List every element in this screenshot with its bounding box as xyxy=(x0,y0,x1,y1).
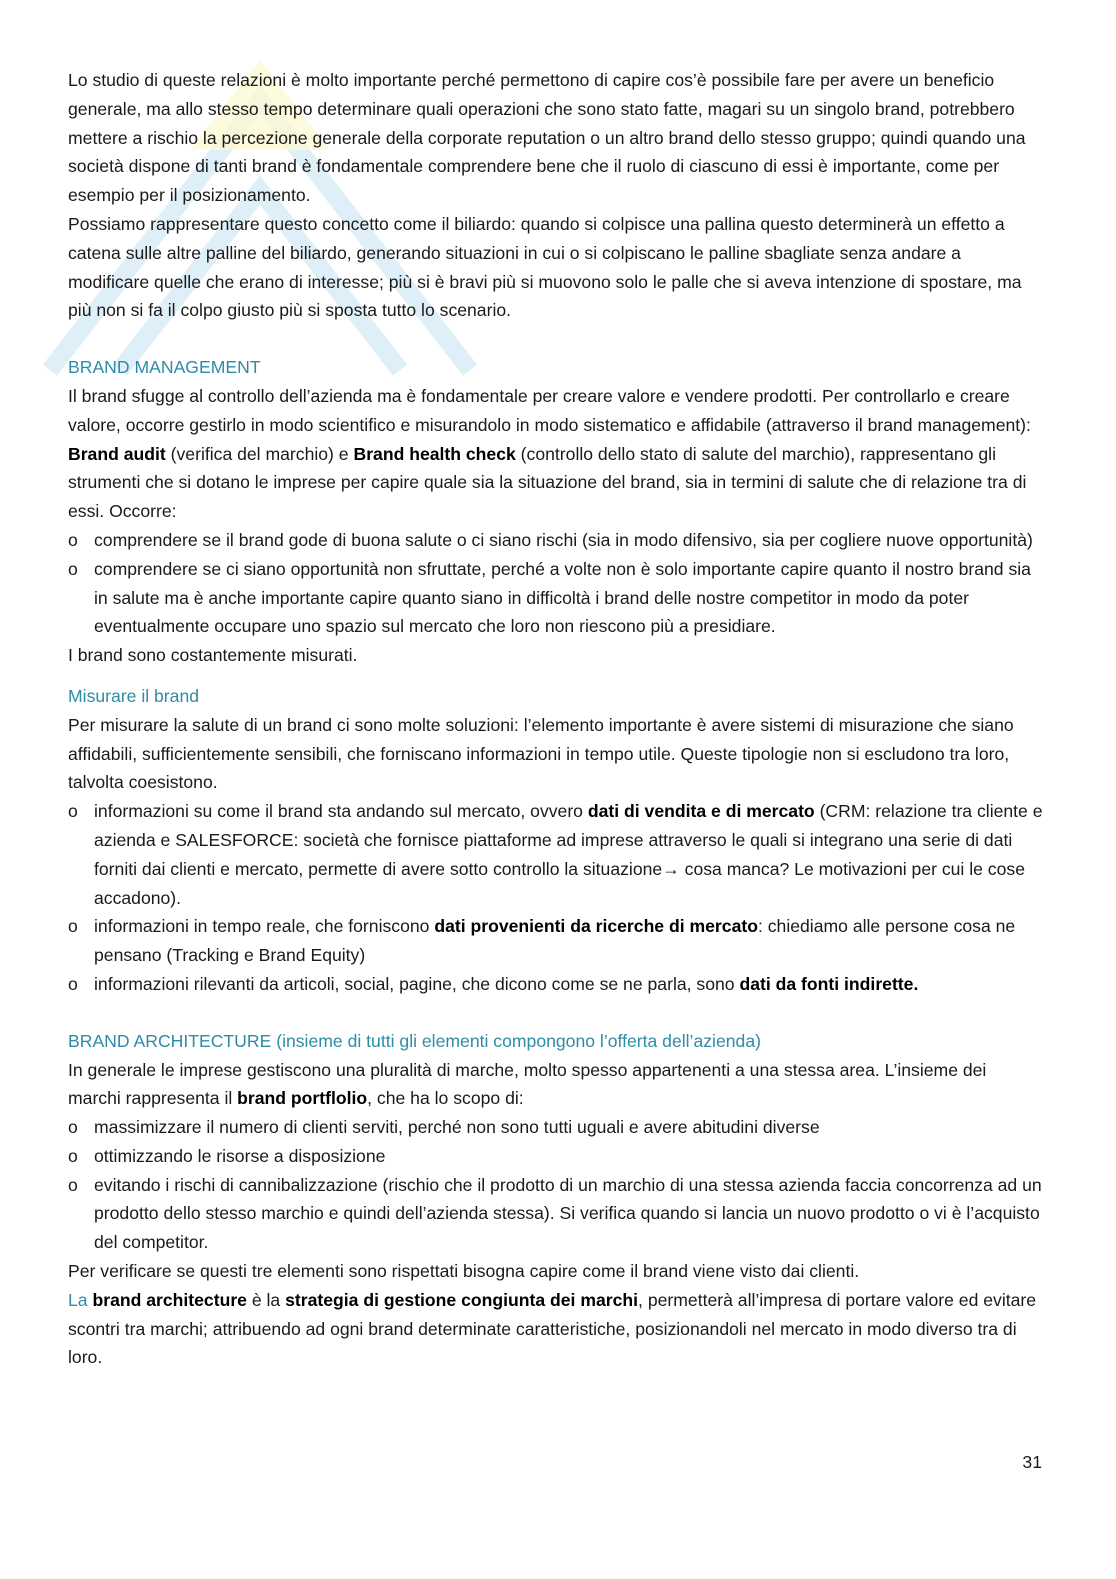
bullet-icon: o xyxy=(68,801,78,822)
brand-management-heading: BRAND MANAGEMENT xyxy=(68,357,261,378)
list-item: o informazioni in tempo reale, che forniscono dati provenienti da ricerche di mercato: chiediamo alle persone cosa ne pensano (Tracking e Brand Equity) xyxy=(68,912,1043,970)
list-item: o informazioni su come il brand sta andando sul mercato, ovvero dati di vendita e di mercato (CRM: relazione tra cliente e azienda e SALESFORCE: società che fornisce piattaforme ad imprese attraverso le quali si integrano una serie di dati forniti dai clienti e mercato, permette di avere sotto controllo la situazione→ cosa manca? Le motivazioni per cui le cose accadono). xyxy=(68,797,1043,912)
bullet-icon: o xyxy=(68,973,78,994)
intro-paragraph-1: Lo studio di queste relazioni è molto importante perché permettono di capire cos’è possibile fare per avere un beneficio generale, ma allo stesso tempo determinare quali operazioni che sono stato fatte, magari su un singolo brand, potrebbero mettere a rischio la percezione generale della corporate reputation o un altro brand dello stesso gruppo; quindi quando una società dispone di tanti brand è fondamentale comprendere bene che il ruolo di ciascuno di essi è importante, come per esempio per il posizionamento. xyxy=(68,70,1026,206)
brand-architecture-paragraph-3: La brand architecture è la strategia di gestione congiunta dei marchi, permetterà all’impresa di portare valore ed evitare scontri tra marchi; attribuendo ad ogni brand determinate caratteristiche, posizionandoli nel mercato in modo diverso tra di loro. xyxy=(68,1289,1037,1368)
list-item: o massimizzare il numero di clienti serviti, perché non sono tutti uguali e avere abitudini diverse xyxy=(68,1113,1043,1142)
brand-management-closing: I brand sono costantemente misurati. xyxy=(68,645,358,666)
measure-list xyxy=(68,797,1043,999)
list-item: o ottimizzando le risorse a disposizione xyxy=(68,1142,1043,1171)
measure-heading: Misurare il brand xyxy=(68,685,200,706)
brand-management-paragraph: Il brand sfugge al controllo dell’azienda ma è fondamentale per creare valore e vendere prodotti. Per controllarlo e creare valore, occorre gestirlo in modo scientifico e misurandolo in modo sistematico e affidabile (attraverso il brand management): Brand audit (verifica del marchio) e Brand health check (controllo dello stato di salute del marchio), rappresentano gli strumenti che si dotano le imprese per capire quale sia la situazione del brand, sia in termini di salute che di relazione tra di essi. Occorre: xyxy=(68,385,1031,522)
list-item: o informazioni rilevanti da articoli, social, pagine, che dicono come se ne parla, sono dati da fonti indirette. xyxy=(68,970,1043,999)
intro-paragraph-2: Possiamo rappresentare questo concetto come il biliardo: quando si colpisce una pallina questo determinerà un effetto a catena sulle altre palline del biliardo, generando situazioni in cui o si colpiscano le palline sbagliate senza andare a modificare quelle che erano di interesse; più si è bravi più si muovono solo le palle che si aveva intenzione di spostare, ma più non si fa il colpo giusto più si sposta tutto lo scenario. xyxy=(68,213,1022,321)
measure-paragraph: Per misurare la salute di un brand ci sono molte soluzioni: l’elemento importante è avere sistemi di misurazione che siano affidabili, sufficientemente sensibili, che forniscano informazioni in tempo utile. Queste tipologie non si escludono tra loro, talvolta coesistono. xyxy=(68,714,1014,793)
list-item: o evitando i rischi di cannibalizzazione (rischio che il prodotto di un marchio di una stessa azienda faccia concorrenza ad un prodotto dello stesso marchio e quindi dell’azienda stessa). Si verifica quando si lancia un nuovo prodotto o vi è l’acquisto del competitor. xyxy=(68,1171,1043,1257)
brand-architecture-list xyxy=(68,1113,1043,1257)
list-item: o comprendere se il brand gode di buona salute o ci siano rischi (sia in modo difensivo, sia per cogliere nuove opportunità) xyxy=(68,526,1043,555)
list-item: o comprendere se ci siano opportunità non sfruttate, perché a volte non è solo importante capire quanto il nostro brand sia in salute ma è anche importante capire quanto siano in difficoltà i brand delle nostre competitor in modo da poter eventualmente occupare uno spazio sul mercato che loro non riescono più a presidiare. xyxy=(68,555,1043,641)
page-number: 31 xyxy=(1022,1452,1042,1472)
brand-management-list xyxy=(68,526,1043,641)
bullet-icon: o xyxy=(68,1145,78,1166)
brand-architecture-heading: BRAND ARCHITECTURE (insieme di tutti gli elementi compongono l’offerta dell’azienda) xyxy=(68,1030,761,1051)
bullet-icon: o xyxy=(68,1117,78,1138)
document-body xyxy=(68,66,1043,1372)
bullet-icon: o xyxy=(68,529,78,550)
bullet-icon: o xyxy=(68,916,78,937)
bullet-icon: o xyxy=(68,558,78,579)
bullet-icon: o xyxy=(68,1174,78,1195)
brand-architecture-paragraph: In generale le imprese gestiscono una pluralità di marche, molto spesso appartenenti a una stessa area. L’insieme dei marchi rappresenta il brand portflolio, che ha lo scopo di: xyxy=(68,1059,987,1109)
brand-architecture-paragraph-2: Per verificare se questi tre elementi sono rispettati bisogna capire come il brand viene visto dai clienti. xyxy=(68,1261,860,1282)
